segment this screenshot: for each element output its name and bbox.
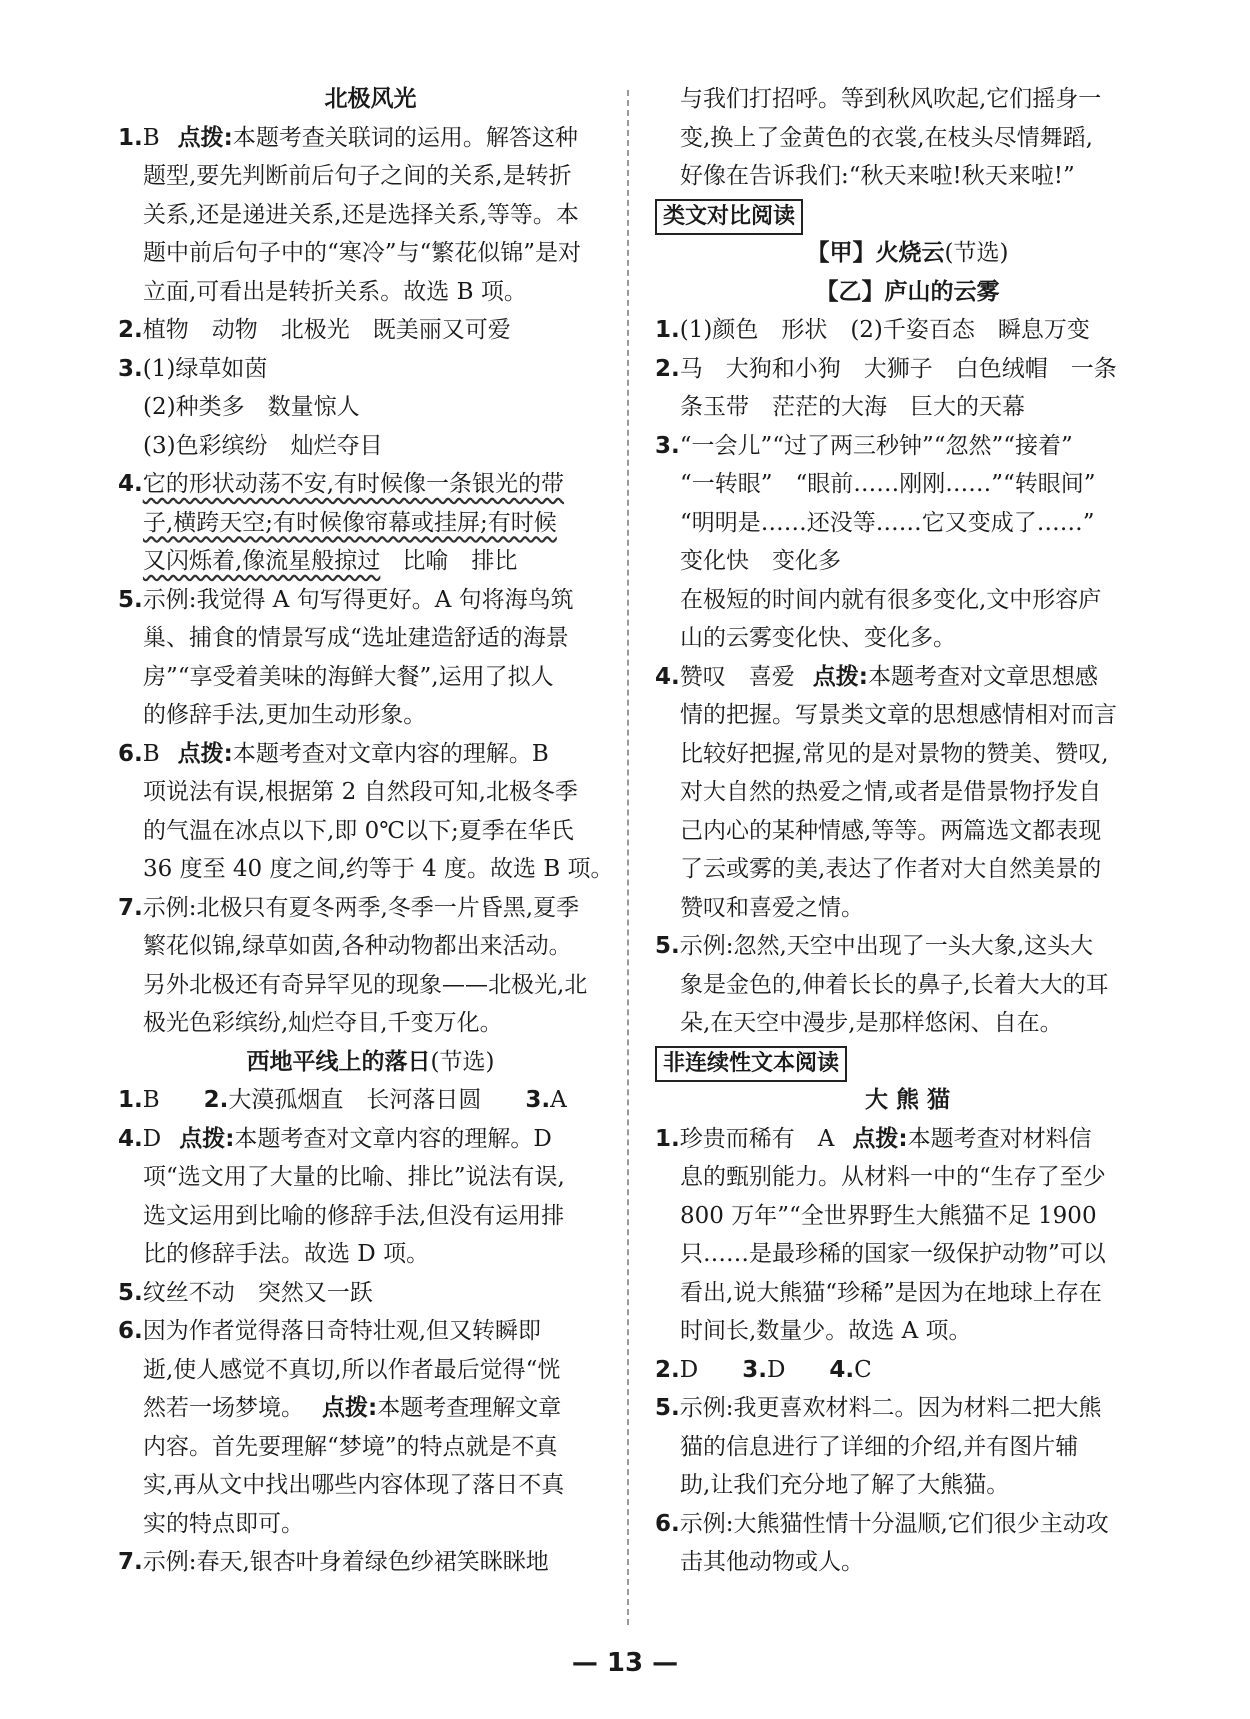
answer-6: 6.B 点拨:本题考查对文章内容的理解。B <box>118 740 549 767</box>
column-divider <box>627 90 629 1625</box>
title-lushan: 【乙】庐山的云雾 <box>815 278 1000 305</box>
page-number: — 13 — <box>571 1648 679 1678</box>
left-column: 北极风光 1.B 点拨:本题考查关联词的运用。解答这种 题型,要先判断前后句子之间的关系,是转折 关系,还是递进关系,还是选择关系,等等。本 题中前后句子中的“寒冷”与“繁花似锦”是对 立面,可看出是转折关系。故选 B 项。 2.植物 动物 北极光 既美丽又可爱 3.(1)绿草如茵 (2)种类多 数量惊人 (3)色彩缤纷 灿烂夺目 4.它的形状动荡不安,有时候像一条银光的带 子,横跨天空;有时候像帘幕或挂屏;有时候 又闪烁着,像流星般掠过 比喻 排比 5.示例:我觉得 A 句写得更好。A 句将海鸟筑 巢、捕食的情景写成“选址建造舒适的海景 房”“享受着美味的海鲜大餐”,运用了拟人 的修辞手法,更加生动形象。 6.B 点拨:本题考查对文章内容的理解。B 项说法有误,根据第 2 自然段可知,北极冬季 的气温在冰点以下,即 0℃以下;夏季在华氏 36 度至 40 度之间,约等于 4 度。故选 B 项。 7.示例:北极只有夏冬两季,冬季一片昏黑,夏季 繁花似锦,绿草如茵,各种动物都出来活动。 另外北极还有奇异罕见的现象——北极光,北 极光色彩缤纷,灿烂夺目,千变万化。 西地平线上的落日(节选) 1.B 2.大漠孤烟直 长河落日圆 3.A 4.D 点拨:本题考查对文章内容的理解。D 项“选文用了大量的比喻、排比”说法有误, 选文运用到比喻的修辞手法,但没有运用排 比的修辞手法。故选 D 项。 5.纹丝不动 突然又一跃 6.因为作者觉得落日奇特壮观,但又转瞬即 逝,使人感觉不真切,所以作者最后觉得“恍 然若一场梦境。 点拨:本题考查理解文章 内容。首先要理解“梦境”的特点就是不真 实,再从文中找出哪些内容体现了落日不真 实的特点即可。 7.示例:春天,银杏叶身着绿色纱裙笑眯眯地 <box>118 80 623 1582</box>
n-answer-2-4: 2.D 3.D 4.C <box>655 1356 872 1383</box>
r-answer-3: 3.“一会儿”“过了两三秒钟”“忽然”“接着” <box>655 432 1073 459</box>
section-box-noncontinuous: 非连续性文本阅读 <box>655 1046 847 1082</box>
answer-6-luori: 6.因为作者觉得落日奇特壮观,但又转瞬即 <box>118 1318 542 1344</box>
section-title-beiji: 北极风光 <box>324 86 417 112</box>
section-box-comparison: 类文对比阅读 <box>655 199 803 235</box>
right-column: 与我们打招呼。等到秋风吹起,它们摇身一 变,换上了金黄色的衣裳,在枝头尽情舞蹈, 好像在告诉我们:“秋天来啦!秋天来啦!” 类文对比阅读 【甲】火烧云(节选) 【乙】庐山的云雾 1.(1)颜色 形状 (2)千姿百态 瞬息万变 2.马 大狗和小狗 大狮子 白色绒帽 一条 条玉带 茫茫的大海 巨大的天幕 3.“一会儿”“过了两三秒钟”“忽然”“接着” “一转眼” “眼前……刚刚……”“转眼间” “明明是……还没等……它又变成了……” 变化快 变化多 在极短的时间内就有很多变化,文中形容庐 山的云雾变化快、变化多。 4.赞叹 喜爱 点拨:本题考查对文章思想感 情的把握。写景类文章的思想感情相对而言 比较好把握,常见的是对景物的赞美、赞叹, 对大自然的热爱之情,或者是借景物抒发自 己内心的某种情感,等等。两篇选文都表现 了云或雾的美,表达了作者对大自然美景的 赞叹和喜爱之情。 5.示例:忽然,天空中出现了一头大象,这头大 象是金色的,伸着长长的鼻子,长着大大的耳 朵,在天空中漫步,是那样悠闲、自在。 非连续性文本阅读 大 熊 猫 1.珍贵而稀有 A 点拨:本题考查对材料信 息的甄别能力。从材料一中的“生存了至少 800 万年”“全世界野生大熊猫不足 1900 只……是最珍稀的国家一级保护动物”可以 看出,说大熊猫“珍稀”是因为在地球上存在 时间长,数量少。故选 A 项。 2.D 3.D 4.C 5.示例:我更喜欢材料二。因为材料二把大熊 猫的信息进行了详细的介绍,并有图片辅 助,让我们充分地了解了大熊猫。 6.示例:大熊猫性情十分温顺,它们很少主动攻 击其他动物或人。 <box>655 80 1160 1582</box>
title-panda: 大 熊 猫 <box>864 1087 950 1113</box>
r-answer-4: 4.赞叹 喜爱 点拨:本题考查对文章思想感 <box>655 663 1098 690</box>
answer-1: 1.B 点拨:本题考查关联词的运用。解答这种 <box>118 124 578 151</box>
n-answer-6: 6.示例:大熊猫性情十分温顺,它们很少主动攻 <box>655 1510 1109 1537</box>
r-answer-1: 1.(1)颜色 形状 (2)千姿百态 瞬息万变 <box>655 317 1090 343</box>
answer-7: 7.示例:北极只有夏冬两季,冬季一片昏黑,夏季 <box>118 894 580 921</box>
answer-4: 4.它的形状动荡不安,有时候像一条银光的带 <box>118 471 565 497</box>
answer-3: 3.(1)绿草如茵 <box>118 355 268 382</box>
n-answer-1: 1.珍贵而稀有 A 点拨:本题考查对材料信 <box>655 1125 1092 1152</box>
answer-2: 2.植物 动物 北极光 既美丽又可爱 <box>118 317 511 343</box>
answer-1-3-luori: 1.B 2.大漠孤烟直 长河落日圆 3.A <box>118 1087 567 1113</box>
r-answer-2: 2.马 大狗和小狗 大狮子 白色绒帽 一条 <box>655 355 1117 382</box>
answer-7-luori: 7.示例:春天,银杏叶身着绿色纱裙笑眯眯地 <box>118 1549 549 1575</box>
answer-5: 5.示例:我觉得 A 句写得更好。A 句将海鸟筑 <box>118 586 574 613</box>
answer-5-luori: 5.纹丝不动 突然又一跃 <box>118 1279 373 1306</box>
section-title-luori: 西地平线上的落日(节选) <box>246 1048 495 1075</box>
r-answer-5: 5.示例:忽然,天空中出现了一头大象,这头大 <box>655 933 1094 959</box>
n-answer-5: 5.示例:我更喜欢材料二。因为材料二把大熊 <box>655 1395 1102 1421</box>
title-huoshaoyun: 【甲】火烧云(节选) <box>806 240 1009 266</box>
answer-4-luori: 4.D 点拨:本题考查对文章内容的理解。D <box>118 1125 552 1152</box>
